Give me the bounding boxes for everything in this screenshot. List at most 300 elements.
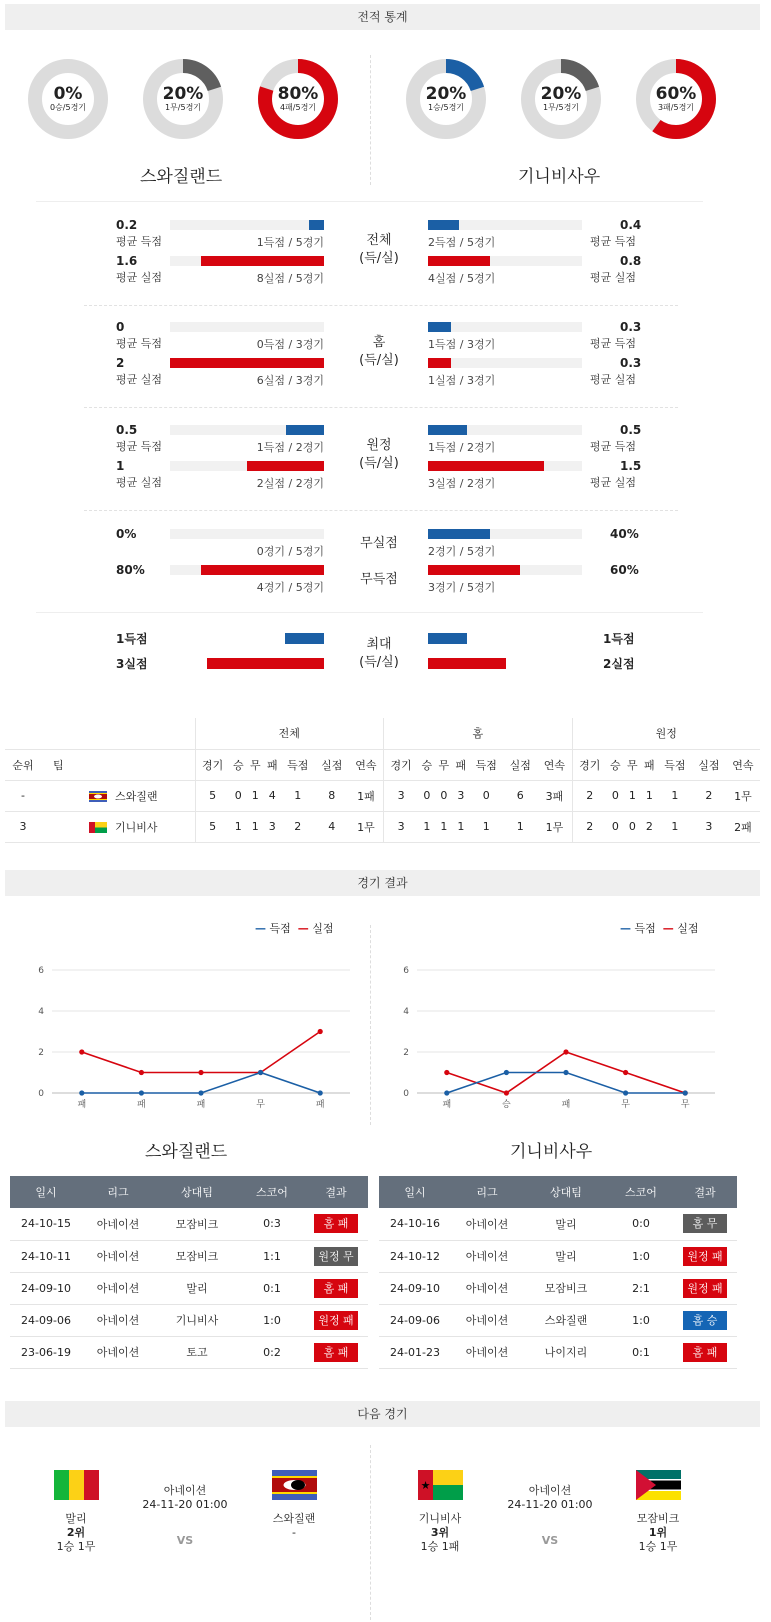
standings-row [5,811,760,842]
standings-cell: 1 [624,780,641,811]
max-goal-right: 1득점 [603,632,635,646]
x-tick-label: 패 [196,1100,206,1110]
max-conc-left: 3실점 [116,657,148,671]
result-row [379,1272,737,1304]
match-score: 0:1 [240,1272,304,1304]
match-score: 1:0 [240,1304,304,1336]
rank: 3 [5,811,41,842]
results-col-header: 상대팀 [523,1176,609,1208]
chart-legend-left [255,920,334,936]
y-tick-label: 0 [38,1089,44,1099]
bar-fill-left [309,220,324,230]
results-team-left: 스와질랜드 [145,1142,228,1162]
col-rank: 순위 [5,749,41,780]
match-league: 아네이션 [451,1208,523,1240]
bar-caption-left: 4경기 / 5경기 [256,581,324,594]
result-row [10,1336,368,1368]
result-badge: 원정 패 [683,1279,727,1298]
match-league: 아네이션 [82,1272,154,1304]
bar-track [428,220,582,230]
match-league: 아네이션 [451,1304,523,1336]
line-chart-right [395,960,725,1120]
bar-track [428,322,582,332]
legend-conc-icon: — [297,922,309,935]
stat-value-left: 0% [116,527,137,541]
divider [36,201,703,202]
bar-fill-left [201,256,324,266]
bar-fill-right [428,529,490,539]
col-header: 득점 [281,749,315,780]
divider [36,612,703,613]
data-point-goal [318,1090,323,1095]
col-header: 연속 [537,749,572,780]
bar-caption-left: 2실점 / 2경기 [256,477,324,490]
match-score: 1:0 [609,1240,673,1272]
svg-text:★: ★ [420,1479,431,1492]
standings-cell: 3 [692,811,726,842]
standings-cell: 1 [658,811,692,842]
bar-fill-left [201,565,324,575]
standings-cell: 2패 [726,811,760,842]
bar-caption-right: 2경기 / 5경기 [428,545,496,558]
win-rate-donut [520,58,602,140]
swaziland-flag-icon [89,790,115,803]
bar-track [428,565,582,575]
match-date: 24-09-10 [379,1272,451,1304]
standings-cell: 2 [641,811,658,842]
stat-label-right: 평균 득점 [590,440,637,453]
standings-cell: 3 [384,780,419,811]
standings-cell: 1 [658,780,692,811]
match-opponent: 토고 [154,1336,240,1368]
standings-cell: 5 [195,780,230,811]
result-row [379,1240,737,1272]
next-away-team: 모잠비크 1위 1승 1무 [636,1512,680,1553]
bar-track [428,358,582,368]
bar-track [428,425,582,435]
match-score: 2:1 [609,1272,673,1304]
stat-value-left: 0.5 [116,423,138,437]
bar-track [170,220,324,230]
standings-cell: 1 [247,780,264,811]
result-row [379,1336,737,1368]
results-col-header: 리그 [82,1176,154,1208]
stat-group-label: 전체 (득/실) [359,233,399,266]
max-goal-bar-right [428,633,467,644]
match-opponent: 말리 [523,1240,609,1272]
divider [84,510,678,511]
bar-track [170,529,324,539]
stat-group-label: 원정 (득/실) [359,438,399,471]
standings-cell: 8 [315,780,349,811]
stat-label-left: 평균 실점 [116,476,163,489]
match-date: 24-10-16 [379,1208,451,1240]
stat-value-left: 80% [116,563,145,577]
stat-label-left: 평균 실점 [116,271,163,284]
match-score: 0:1 [609,1336,673,1368]
donut-caption: 1무/5경기 [164,103,202,112]
donut-caption: 1무/5경기 [542,103,580,112]
results-col-header: 리그 [451,1176,523,1208]
standings-cell: 1무 [349,811,384,842]
results-col-header: 결과 [304,1176,368,1208]
legend-goal-icon: — [255,922,266,935]
standings-cell: 0 [607,811,624,842]
col-header: 경기 [572,749,607,780]
standings-cell: 0 [607,780,624,811]
stat-label-right: 평균 실점 [590,373,637,386]
bar-fill-left [170,358,324,368]
standings-cell: 1패 [349,780,384,811]
stat-value-right: 0.3 [620,356,642,370]
col-header: 무 [435,749,452,780]
stat-label-left: 평균 득점 [116,337,163,350]
series-line-goal [82,1073,320,1094]
result-row [379,1208,737,1240]
bar-fill-right [428,461,544,471]
standings-cell: 4 [264,780,281,811]
standings-cell: 6 [503,780,537,811]
stat-group-label: 무득점 [360,572,398,587]
y-tick-label: 4 [403,1007,409,1017]
standings-cell: 1 [247,811,264,842]
match-opponent: 말리 [154,1272,240,1304]
match-opponent: 모잠비크 [154,1208,240,1240]
legend-goal-icon: — [620,922,631,935]
bar-fill-right [428,322,451,332]
next-away-team: 스와질랜 - [272,1512,316,1539]
x-tick-label: 무 [256,1100,265,1110]
bar-track [170,322,324,332]
stat-label-right: 평균 득점 [590,337,637,350]
team-name-right: 기니비사우 [518,167,601,187]
data-point-goal [444,1090,449,1095]
results-col-header: 스코어 [609,1176,673,1208]
data-point-goal [563,1070,568,1075]
max-goal-left: 1득점 [116,632,148,646]
x-tick-label: 승 [502,1100,511,1110]
standings-cell: 0 [418,780,435,811]
divider [370,55,371,185]
legend-goal: 득점 [269,922,291,935]
match-opponent: 모잠비크 [154,1240,240,1272]
bar-track [170,256,324,266]
match-date: 24-10-11 [10,1240,82,1272]
bar-caption-right: 3경기 / 5경기 [428,581,496,594]
win-rate-donut [142,58,224,140]
col-team: 팀 [41,749,195,780]
results-col-header: 상대팀 [154,1176,240,1208]
standings-cell: 1 [503,811,537,842]
results-col-header: 일시 [10,1176,82,1208]
col-header: 실점 [315,749,349,780]
bar-caption-right: 1득점 / 2경기 [428,441,496,454]
donut-caption: 3패/5경기 [657,103,695,112]
bar-fill-left [247,461,324,471]
bar-track [170,358,324,368]
donut-percent: 60% [655,84,697,104]
x-tick-label: 패 [137,1100,146,1110]
data-point-goal [623,1090,628,1095]
bar-fill-right [428,425,467,435]
result-badge: 홈 승 [683,1311,727,1330]
data-point-conc [79,1049,84,1054]
mozambique-flag-icon [636,1470,681,1500]
results-col-header: 일시 [379,1176,451,1208]
match-date: 24-10-12 [379,1240,451,1272]
stat-group-label: 무실점 [360,536,398,551]
win-rate-donut [27,58,109,140]
result-badge: 원정 패 [683,1247,727,1266]
standings-cell: 0 [435,780,452,811]
section-header-results: 경기 결과 [5,870,760,896]
stat-value-right: 0.3 [620,320,642,334]
standings-cell: 1무 [537,811,572,842]
section-header-stats: 전적 통계 [5,4,760,30]
donut-caption: 0승/5경기 [49,103,87,112]
stat-value-right: 0.8 [620,254,642,268]
result-row [10,1304,368,1336]
standings-cell: 2 [572,811,607,842]
x-tick-label: 무 [680,1100,690,1110]
team-cell [41,780,195,811]
result-row [10,1240,368,1272]
col-header: 무 [624,749,641,780]
data-point-conc [504,1090,509,1095]
bar-caption-right: 1득점 / 3경기 [428,338,496,351]
data-point-conc [198,1070,203,1075]
standings-cell: 1 [435,811,452,842]
match-score: 0:2 [240,1336,304,1368]
standings-cell: 1 [469,811,503,842]
stat-value-left: 0.2 [116,218,138,232]
max-conc-right: 2실점 [603,657,635,671]
standings-cell: 1 [281,780,315,811]
standings-cell: 3 [264,811,281,842]
result-badge: 홈 패 [683,1343,727,1362]
match-league: 아네이션 [451,1336,523,1368]
match-opponent: 나이지리 [523,1336,609,1368]
bar-caption-left: 6실점 / 3경기 [256,374,324,387]
donut-caption: 1승/5경기 [427,103,465,112]
match-league: 아네이션 [82,1304,154,1336]
match-score: 0:3 [240,1208,304,1240]
col-header: 경기 [195,749,230,780]
data-point-conc [139,1070,144,1075]
bar-caption-right: 4실점 / 5경기 [428,272,496,285]
standings-cell: 3패 [537,780,572,811]
bar-track [170,565,324,575]
bar-caption-right: 2득점 / 5경기 [428,236,496,249]
legend-conc-icon: — [662,922,674,935]
standings-cell: 2 [281,811,315,842]
bar-caption-left: 1득점 / 2경기 [256,441,324,454]
results-table-left [10,1176,368,1369]
col-header: 패 [264,749,281,780]
win-rate-donut [635,58,717,140]
bar-caption-left: 0득점 / 3경기 [256,338,324,351]
donut-percent: 20% [425,84,467,104]
rank: - [5,780,41,811]
standings-row [5,780,760,811]
divider [84,407,678,408]
match-league: 아네이션 [82,1336,154,1368]
y-tick-label: 6 [38,966,44,976]
x-tick-label: 패 [315,1100,325,1110]
next-home-team: 기니비사 3위 1승 1패 [418,1512,462,1553]
donut-percent: 0% [53,84,83,104]
result-row [10,1272,368,1304]
standings-group-all: 전체 [195,718,384,749]
win-rate-donut [257,58,339,140]
stat-value-right: 0.4 [620,218,642,232]
bar-caption-left: 1득점 / 5경기 [256,236,324,249]
stat-label-right: 평균 실점 [590,271,637,284]
match-date: 23-06-19 [10,1336,82,1368]
col-header: 연속 [726,749,760,780]
stat-label-right: 평균 득점 [590,235,637,248]
team-name: 기니비사 [115,820,158,834]
match-league: 아네이션 [451,1240,523,1272]
win-rate-donut [405,58,487,140]
results-table-right [379,1176,737,1369]
legend-conc: 실점 [677,922,699,935]
col-header: 패 [452,749,469,780]
bar-fill-left [286,425,325,435]
bar-fill-right [428,220,459,230]
col-header: 무 [247,749,264,780]
max-goal-bar-left [285,633,324,644]
data-point-goal [258,1070,263,1075]
x-tick-label: 패 [77,1100,87,1110]
col-header: 패 [641,749,658,780]
data-point-conc [623,1070,628,1075]
data-point-conc [563,1049,568,1054]
match-opponent: 말리 [523,1208,609,1240]
next-match-info: 아네이션 24-11-20 01:00 VS [142,1484,228,1547]
match-date: 24-09-10 [10,1272,82,1304]
legend-conc: 실점 [312,922,334,935]
col-header: 실점 [692,749,726,780]
match-date: 24-01-23 [379,1336,451,1368]
bar-caption-right: 1실점 / 3경기 [428,374,496,387]
bar-track [428,529,582,539]
stat-value-right: 1.5 [620,459,642,473]
data-point-goal [139,1090,144,1095]
donut-caption: 4패/5경기 [279,103,317,112]
standings-cell: 3 [452,780,469,811]
result-badge: 원정 무 [314,1247,358,1266]
stat-label-left: 평균 득점 [116,235,163,248]
y-tick-label: 4 [38,1007,44,1017]
match-date: 24-09-06 [379,1304,451,1336]
col-header: 경기 [384,749,419,780]
result-badge: 홈 무 [683,1214,727,1233]
y-tick-label: 0 [403,1089,409,1099]
match-score: 0:0 [609,1208,673,1240]
team-name: 스와질랜 [115,789,158,803]
standings-cell: 2 [692,780,726,811]
bar-fill-right [428,565,520,575]
bar-fill-right [428,358,451,368]
results-col-header: 결과 [673,1176,737,1208]
standings-cell: 1 [452,811,469,842]
stat-value-left: 1 [116,459,125,473]
match-score: 1:0 [609,1304,673,1336]
col-header: 승 [418,749,435,780]
standings-cell: 1 [418,811,435,842]
data-point-conc [318,1029,323,1034]
x-tick-label: 무 [621,1100,630,1110]
bar-caption-left: 0경기 / 5경기 [256,545,324,558]
donut-percent: 20% [162,84,204,104]
results-team-right: 기니비사우 [510,1142,593,1162]
match-opponent: 스와질랜 [523,1304,609,1336]
swaziland-flag-icon [272,1470,317,1500]
standings-cell: 4 [315,811,349,842]
col-header: 득점 [658,749,692,780]
stat-value-right: 60% [610,563,639,577]
bar-track [428,256,582,266]
next-home-team: 말리 2위 1승 1무 [56,1512,96,1553]
chart-legend-right [620,920,699,936]
bar-track [428,461,582,471]
results-col-header: 스코어 [240,1176,304,1208]
team-name-left: 스와질랜드 [140,167,223,187]
match-league: 아네이션 [82,1240,154,1272]
stat-label-left: 평균 득점 [116,440,163,453]
standings-header-row [5,749,760,780]
standings-cell: 3 [384,811,419,842]
col-header: 승 [607,749,624,780]
guinea-bissau-flag-icon [89,821,115,834]
stat-value-right: 0.5 [620,423,642,437]
divider [84,305,678,306]
data-point-goal [198,1090,203,1095]
stat-value-right: 40% [610,527,639,541]
match-score: 1:1 [240,1240,304,1272]
standings-cell: 1 [230,811,247,842]
standings-group-away: 원정 [572,718,760,749]
result-badge: 홈 패 [314,1343,358,1362]
stat-label-right: 평균 실점 [590,476,637,489]
result-badge: 홈 패 [314,1279,358,1298]
bar-fill-right [428,256,490,266]
stat-group-label: 최대 (득/실) [359,637,399,670]
result-row [379,1304,737,1336]
y-tick-label: 2 [403,1048,409,1058]
match-league: 아네이션 [82,1208,154,1240]
col-header: 실점 [503,749,537,780]
data-point-goal [79,1090,84,1095]
standings-cell: 1 [641,780,658,811]
col-header: 득점 [469,749,503,780]
section-header-next: 다음 경기 [5,1401,760,1427]
bar-track [170,461,324,471]
data-point-goal [504,1070,509,1075]
stat-value-left: 2 [116,356,125,370]
standings-cell: 0 [469,780,503,811]
standings-table [5,718,760,843]
match-date: 24-09-06 [10,1304,82,1336]
line-chart-left [30,960,360,1120]
guinea-bissau-flag-icon [418,1470,463,1500]
series-line-goal [447,1073,685,1094]
match-league: 아네이션 [451,1272,523,1304]
result-row [10,1208,368,1240]
stat-value-left: 0 [116,320,125,334]
max-conc-bar-left [207,658,324,669]
